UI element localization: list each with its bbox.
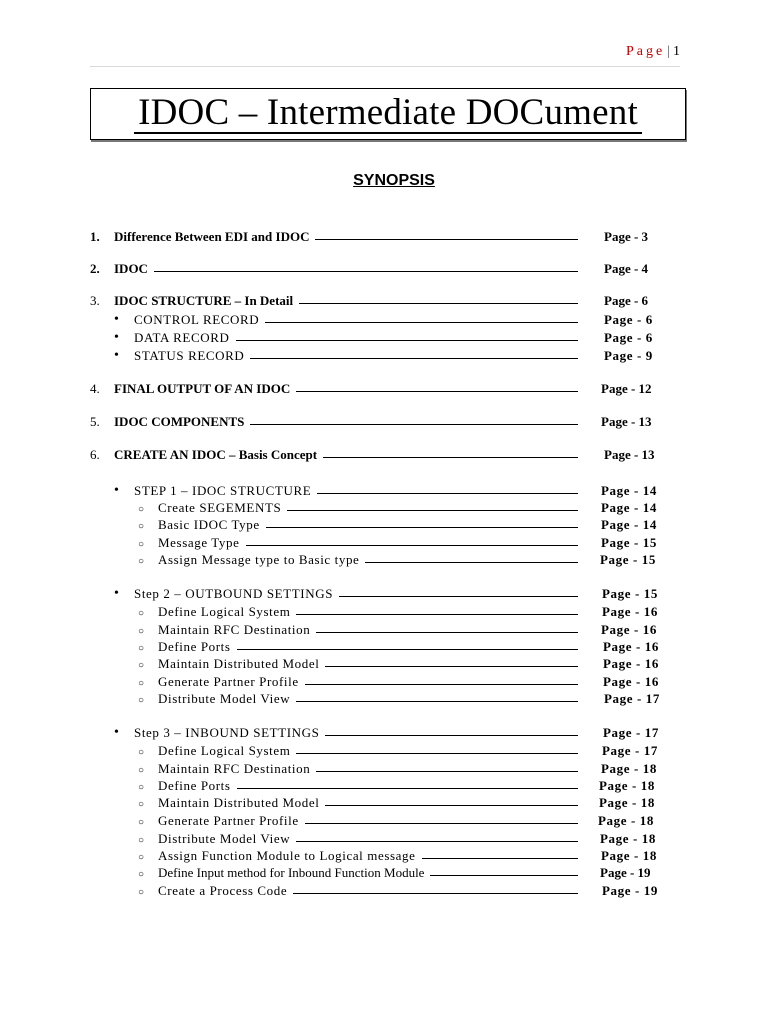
toc-page: Page - 16: [603, 673, 659, 689]
dotted-leader: [323, 456, 578, 458]
toc-label: Define Ports: [158, 777, 231, 793]
dotted-leader: [325, 734, 578, 736]
toc-page: Page - 12: [601, 380, 652, 396]
toc-label: Create a Process Code: [158, 882, 288, 898]
toc-label: Define Ports: [158, 638, 231, 654]
toc-page: Page - 6: [604, 329, 653, 345]
toc-label: Difference Between EDI and IDOC: [114, 228, 310, 244]
dotted-leader: [317, 492, 578, 494]
toc-label: Assign Function Module to Logical message: [158, 847, 416, 863]
toc-page: Page - 6: [604, 311, 653, 327]
toc-label: STEP 1 – IDOC STRUCTURE: [134, 482, 312, 498]
circle-bullet-icon: [138, 552, 158, 568]
toc-label: Generate Partner Profile: [158, 812, 299, 828]
toc-page: Page - 14: [601, 482, 657, 498]
toc-page: Page - 19: [600, 864, 651, 880]
toc-page: Page - 17: [602, 742, 658, 758]
toc-label: FINAL OUTPUT OF AN IDOC: [114, 380, 291, 396]
toc-entry: [138, 777, 655, 794]
dotted-leader: [430, 874, 578, 876]
toc-entry: [114, 347, 653, 364]
dotted-leader: [250, 357, 578, 359]
circle-bullet-icon: [138, 517, 158, 533]
dotted-leader: [296, 390, 578, 392]
toc-label: Maintain Distributed Model: [158, 794, 320, 810]
toc-page: Page - 3: [604, 228, 649, 244]
toc-entry: [114, 482, 657, 499]
circle-bullet-icon: [138, 743, 158, 759]
toc-entry: [138, 499, 657, 516]
circle-bullet-icon: [138, 813, 158, 829]
toc-label: Maintain RFC Destination: [158, 621, 311, 637]
dotted-leader: [365, 561, 578, 563]
toc-entry: [138, 794, 655, 811]
dotted-leader: [266, 526, 578, 528]
toc-label: Basic IDOC Type: [158, 516, 260, 532]
toc-page: Page - 13: [601, 413, 652, 429]
circle-bullet-icon: [138, 795, 158, 811]
toc-entry: [90, 260, 649, 277]
dotted-leader: [296, 752, 578, 754]
dotted-leader: [293, 892, 578, 894]
toc-label: Maintain RFC Destination: [158, 760, 311, 776]
toc-entry: [138, 830, 656, 847]
circle-bullet-icon: [138, 865, 158, 881]
toc-page: Page - 16: [601, 621, 657, 637]
dotted-leader: [422, 857, 579, 859]
circle-bullet-icon: [138, 622, 158, 638]
toc-page: Page - 18: [601, 847, 657, 863]
dotted-leader: [325, 804, 578, 806]
dotted-leader: [246, 544, 578, 546]
bullet-icon: [114, 329, 134, 346]
circle-bullet-icon: [138, 761, 158, 777]
circle-bullet-icon: [138, 674, 158, 690]
toc-page: Page - 14: [601, 499, 657, 515]
toc-label: CONTROL RECORD: [134, 311, 260, 327]
dotted-leader: [305, 683, 578, 685]
dotted-leader: [287, 509, 578, 511]
toc-entry: [90, 446, 655, 463]
toc-page: Page - 6: [604, 292, 649, 308]
toc-page: Page - 15: [601, 534, 657, 550]
document-title: IDOC – Intermediate DOCument: [134, 94, 642, 134]
toc-label: STATUS RECORD: [134, 347, 245, 363]
toc-label: Define Logical System: [158, 742, 291, 758]
toc-entry: [138, 534, 657, 551]
circle-bullet-icon: [138, 604, 158, 620]
circle-bullet-icon: [138, 639, 158, 655]
bullet-icon: [114, 585, 134, 602]
toc-entry: [138, 516, 657, 533]
circle-bullet-icon: [138, 778, 158, 794]
bullet-icon: [114, 347, 134, 364]
toc-label: IDOC COMPONENTS: [114, 413, 245, 429]
toc-page: Page - 4: [604, 260, 649, 276]
toc-page: Page - 16: [603, 638, 659, 654]
toc-number: 2.: [90, 260, 100, 276]
dotted-leader: [265, 321, 578, 323]
dotted-leader: [237, 787, 578, 789]
toc-label: IDOC STRUCTURE – In Detail: [114, 292, 294, 308]
toc-label: Generate Partner Profile: [158, 673, 299, 689]
synopsis-heading: SYNOPSIS: [353, 172, 435, 189]
circle-bullet-icon: [138, 535, 158, 551]
toc-page: Page - 18: [599, 794, 655, 810]
circle-bullet-icon: [138, 691, 158, 707]
toc-page: Page - 16: [602, 603, 658, 619]
toc-page: Page - 16: [603, 655, 659, 671]
toc-page: Page - 15: [602, 585, 658, 601]
toc-number: 3.: [90, 292, 100, 308]
toc-entry: [114, 585, 658, 602]
toc-entry: [138, 760, 657, 777]
toc-entry: [138, 655, 659, 672]
circle-bullet-icon: [138, 848, 158, 864]
toc-label: Step 2 – OUTBOUND SETTINGS: [134, 585, 334, 601]
toc-label: Define Logical System: [158, 603, 291, 619]
dotted-leader: [236, 339, 579, 341]
dotted-leader: [325, 665, 578, 667]
toc-label: Maintain Distributed Model: [158, 655, 320, 671]
toc-entry: [90, 228, 649, 245]
toc-entry: [138, 638, 659, 655]
toc-page: Page - 9: [604, 347, 653, 363]
toc-page: Page - 17: [603, 724, 659, 740]
toc-page: Page - 14: [601, 516, 657, 532]
toc-page: Page - 18: [600, 830, 656, 846]
toc-label: Assign Message type to Basic type: [158, 551, 360, 567]
toc-entry: [138, 621, 657, 638]
toc-label: DATA RECORD: [134, 329, 230, 345]
toc-label: Distribute Model View: [158, 830, 291, 846]
dotted-leader: [315, 238, 578, 240]
dotted-leader: [316, 770, 578, 772]
toc-label: Distribute Model View: [158, 690, 291, 706]
dotted-leader: [296, 613, 578, 615]
document-title-box: [90, 88, 686, 140]
bullet-icon: [114, 724, 134, 741]
toc-label: CREATE AN IDOC – Basis Concept: [114, 446, 318, 462]
toc-page: Page - 18: [598, 812, 654, 828]
circle-bullet-icon: [138, 883, 158, 899]
dotted-leader: [316, 631, 578, 633]
toc-entry: [90, 292, 649, 309]
toc-number: 4.: [90, 380, 100, 396]
toc-number: 1.: [90, 228, 100, 244]
circle-bullet-icon: [138, 500, 158, 516]
toc-entry: [138, 673, 659, 690]
toc-entry: [138, 882, 658, 899]
dotted-leader: [339, 595, 578, 597]
circle-bullet-icon: [138, 656, 158, 672]
toc-entry: [138, 742, 658, 759]
dotted-leader: [237, 648, 578, 650]
dotted-leader: [305, 822, 578, 824]
toc-label: Step 3 – INBOUND SETTINGS: [134, 724, 320, 740]
dotted-leader: [296, 840, 578, 842]
toc-label: Message Type: [158, 534, 240, 550]
toc-entry: [138, 864, 651, 881]
toc-entry: [114, 329, 653, 346]
toc-entry: [138, 551, 656, 568]
toc-label: Define Input method for Inbound Function Module: [158, 864, 425, 880]
toc-entry: [114, 311, 653, 328]
toc-page: Page - 18: [601, 760, 657, 776]
toc-page: Page - 17: [604, 690, 660, 706]
dotted-leader: [296, 700, 578, 702]
toc-page: Page - 15: [600, 551, 656, 567]
toc-entry: [138, 603, 658, 620]
toc-number: 6.: [90, 446, 100, 462]
bullet-icon: [114, 482, 134, 499]
page-number: 1: [673, 44, 680, 59]
toc-entry: [138, 812, 654, 829]
page-word: Page: [625, 44, 666, 59]
toc-page: Page - 19: [602, 882, 658, 898]
dotted-leader: [250, 423, 578, 425]
toc-entry: [138, 847, 657, 864]
toc-label: IDOC: [114, 260, 148, 276]
toc-entry: [138, 690, 660, 707]
page-header: [90, 44, 680, 67]
dotted-leader: [299, 302, 578, 304]
toc-number: 5.: [90, 413, 100, 429]
bullet-icon: [114, 311, 134, 328]
dotted-leader: [154, 270, 578, 272]
toc-entry: [90, 380, 652, 397]
circle-bullet-icon: [138, 831, 158, 847]
toc-page: Page - 13: [604, 446, 655, 462]
toc-label: Create SEGEMENTS: [158, 499, 282, 515]
page-separator: |: [667, 44, 670, 59]
toc-entry: [90, 413, 652, 430]
toc-page: Page - 18: [599, 777, 655, 793]
toc-entry: [114, 724, 659, 741]
